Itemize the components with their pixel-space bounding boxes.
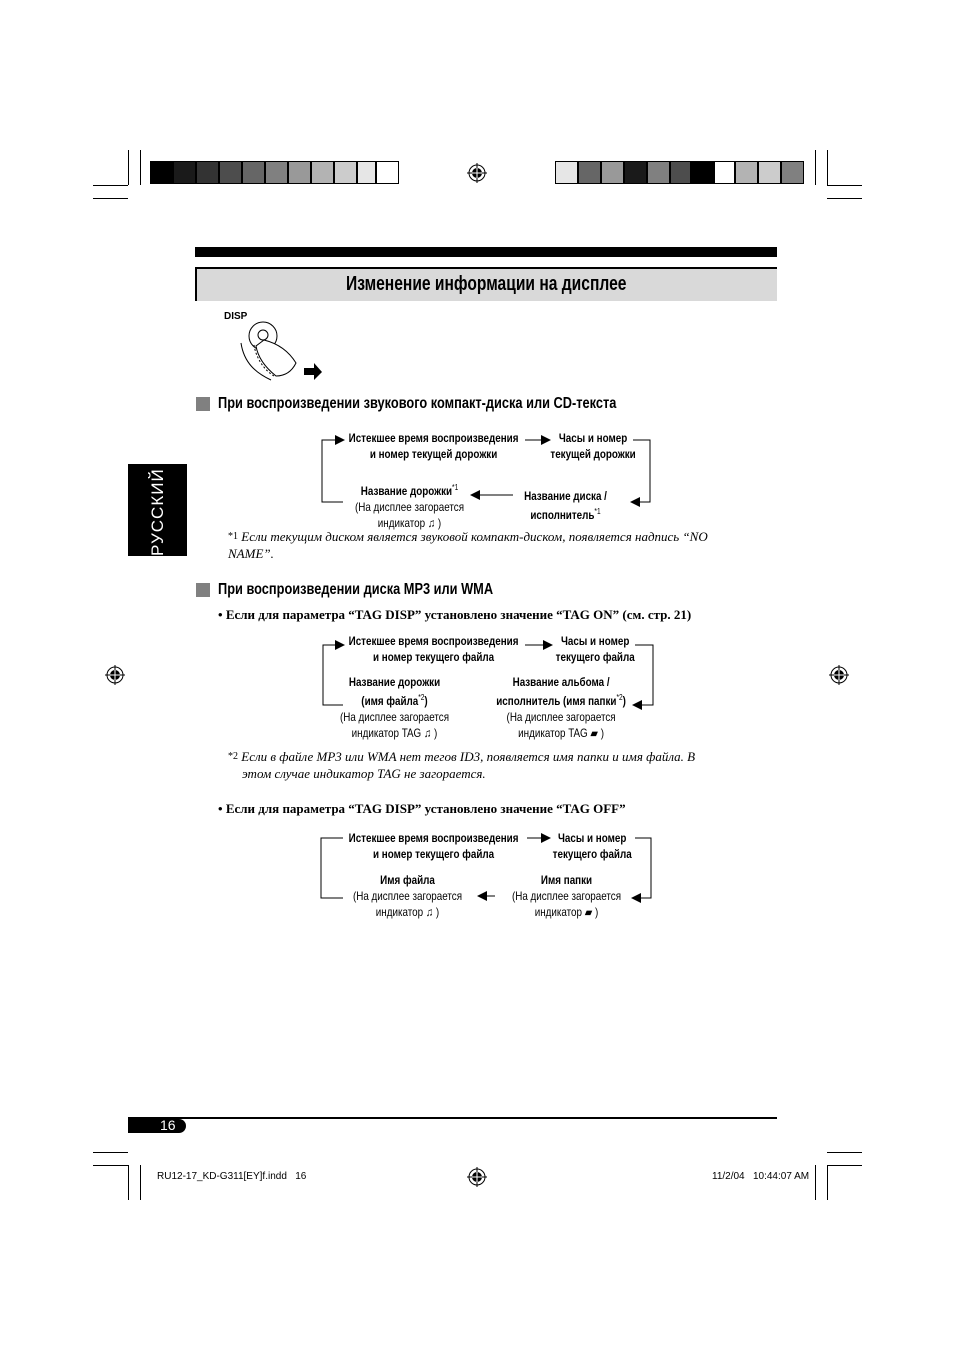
- cd-track-line3: индикатор ♫ ): [378, 516, 442, 530]
- footnote-2: [228, 748, 758, 782]
- mp3-track-note-mark: *2: [418, 693, 425, 702]
- mp3-elapsed-box: [330, 633, 535, 665]
- mp3-clock-box: [535, 633, 655, 665]
- wma-file-box: [333, 872, 483, 920]
- footnote-2-line2: этом случае индикатор TAG не загорается.: [242, 766, 486, 781]
- wma-clock-line2: текущего файла: [552, 847, 632, 861]
- finger-press-icon: [236, 318, 326, 384]
- bullet-tag-on-text: Если для параметра “TAG DISP” установлено значение “TAG ON” (см. стр. 21): [225, 607, 692, 622]
- mp3-album-line3: (На дисплее загорается: [506, 710, 616, 724]
- cd-disc-line2: исполнитель: [529, 508, 594, 522]
- mp3-track-line4: индикатор TAG ♫ ): [352, 726, 438, 740]
- language-tab-label: РУССКИЙ: [148, 468, 167, 556]
- mp3-track-line3: (На дисплее загорается: [340, 710, 450, 724]
- footnote-1-text: Если текущим диском является звуковой компакт-диском, появляется надпись “NO NAME”.: [228, 529, 708, 561]
- cd-track-line2: (На дисплее загорается: [355, 500, 465, 514]
- wma-elapsed-line2: и номер текущего файла: [372, 847, 495, 861]
- registration-mark-top-icon: [467, 163, 487, 183]
- wma-folder-box: [492, 872, 642, 920]
- title-rule: [195, 247, 777, 257]
- bullet-tag-off: • Если для параметра “TAG DISP” установлено значение “TAG OFF”: [218, 801, 626, 816]
- bullet-tag-off-text: Если для параметра “TAG DISP” установлено значение “TAG OFF”: [225, 801, 626, 816]
- footnote-1: [228, 528, 748, 562]
- cd-clock-line1: Часы и номер: [558, 431, 628, 445]
- cd-clock-box: [533, 430, 653, 462]
- page-number: 16: [160, 1117, 176, 1133]
- mp3-album-artist: исполнитель (имя папки: [496, 694, 617, 708]
- mp3-clock-line1: Часы и номер: [560, 634, 630, 648]
- cd-elapsed-line1: Истекшее время воспроизведения: [348, 431, 519, 445]
- section-marker-icon: [196, 397, 210, 411]
- footnote-2-mark: *2: [228, 751, 238, 762]
- mp3-clock-line2: текущего файла: [555, 650, 635, 664]
- registration-mark-bottom-icon: [467, 1167, 487, 1187]
- registration-mark-right-icon: [829, 665, 849, 685]
- disp-label: DISP: [224, 311, 248, 322]
- wma-elapsed-line1: Истекшее время воспроизведения: [348, 831, 519, 845]
- wma-elapsed-box: [330, 830, 535, 862]
- footer-file: RU12-17_KD-G311[EY]f.indd 16: [157, 1171, 307, 1182]
- mp3-elapsed-line1: Истекшее время воспроизведения: [348, 634, 519, 648]
- mp3-album-note-mark: *2: [616, 693, 623, 702]
- mp3-track-filename: (имя файла: [361, 694, 419, 708]
- mp3-elapsed-line2: и номер текущего файла: [372, 650, 495, 664]
- wma-clock-line1: Часы и номер: [557, 831, 627, 845]
- wma-file-title: Имя файла: [380, 873, 436, 887]
- mp3-track-title: Название дорожки: [349, 675, 441, 689]
- wma-folder-line3: индикатор ▰ ): [535, 905, 599, 919]
- wma-folder-title: Имя папки: [541, 873, 593, 887]
- mp3-album-box: Название альбома / исполнитель (имя папки$^{*2}$) (На дисплее загорается индикатор TAG ▰ ): [496, 675, 626, 740]
- page-number-tab: [128, 1119, 186, 1133]
- cd-disc-line1: Название диска /: [523, 489, 607, 503]
- wma-file-line3: индикатор ♫ ): [376, 905, 440, 919]
- cd-disc-note-mark: *1: [593, 507, 601, 516]
- section2-heading: При воспроизведении диска MP3 или WMA: [218, 581, 494, 598]
- mp3-track-box: Название дорожки (имя файла$^{*2}$) (На дисплее загорается индикатор TAG ♫ ): [340, 675, 450, 740]
- wma-file-line2: (На дисплее загорается: [353, 889, 463, 903]
- footer-date: 11/2/04 10:44:07 AM: [712, 1171, 810, 1182]
- footnote-1-mark: *1: [228, 531, 238, 542]
- wma-clock-box: [532, 830, 652, 862]
- page-title: Изменение информации на дисплее: [346, 273, 627, 295]
- cd-clock-line2: текущей дорожки: [550, 447, 636, 461]
- wma-folder-line2: (На дисплее загорается: [512, 889, 622, 903]
- mp3-album-title: Название альбома /: [512, 675, 610, 689]
- cd-disc-box: [500, 488, 630, 523]
- registration-mark-left-icon: [105, 665, 125, 685]
- section1-heading: При воспроизведении звукового компакт-диска или CD-текста: [218, 395, 617, 412]
- footer-rule: [128, 1117, 777, 1119]
- footnote-2-line1: Если в файле MP3 или WMA нет тегов ID3, появляется имя папки и имя файла. В: [241, 749, 696, 764]
- cd-track-title: Название дорожки: [361, 484, 453, 498]
- bullet-tag-on: • Если для параметра “TAG DISP” установлено значение “TAG ON” (см. стр. 21): [218, 607, 692, 622]
- cd-elapsed-line2: и номер текущей дорожки: [369, 447, 498, 461]
- cd-track-box: [335, 480, 485, 531]
- cd-elapsed-box: [330, 430, 535, 462]
- mp3-album-line4: индикатор TAG ▰ ): [518, 726, 605, 740]
- section-marker-2-icon: [196, 583, 210, 597]
- cd-track-note-mark: *1: [452, 483, 459, 492]
